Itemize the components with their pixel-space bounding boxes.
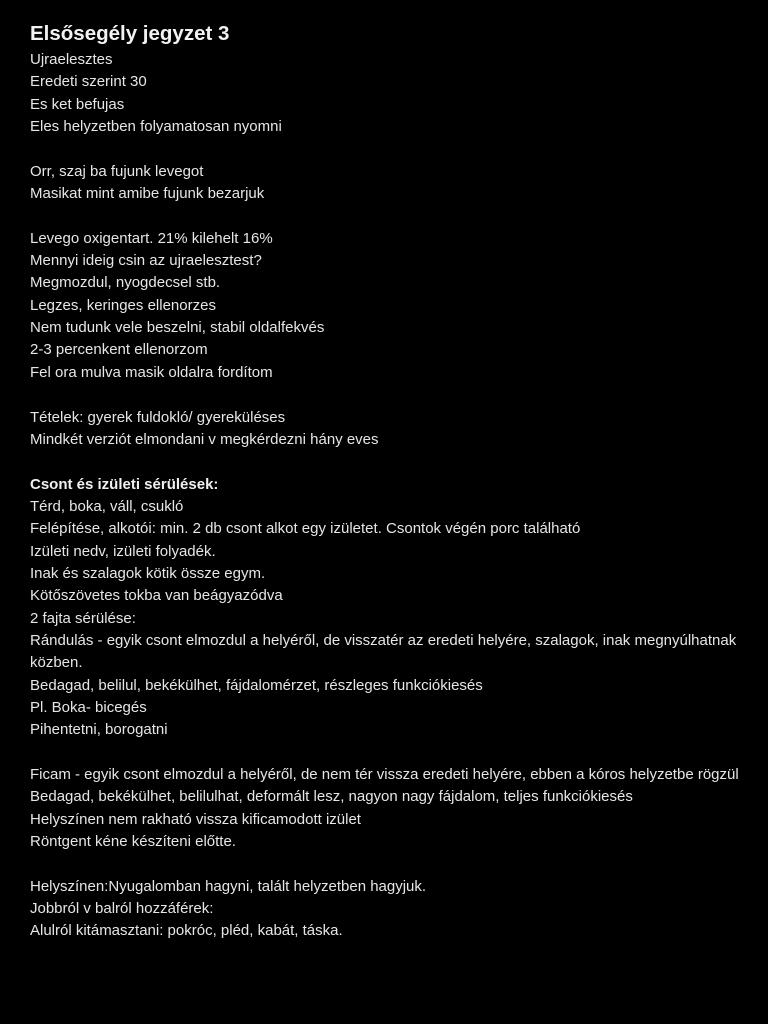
note-line: Mindkét verziót elmondani v megkérdezni hány eves [30,430,379,448]
note-line: Tételek: gyerek fuldokló/ gyereküléses [30,408,286,426]
blank-line [30,853,746,875]
note-line: Helyszínen:Nyugalomban hagyni, talált helyzetben hagyjuk. [30,877,427,895]
blank-line [30,138,746,160]
note-line: Fel ora mulva masik oldalra fordítom [30,363,273,381]
note-line: Ujraelesztes [30,51,113,68]
note-line: Izületi nedv, izületi folyadék. [30,542,216,560]
note-line: Bedagad, belilul, bekékülhet, fájdalomérzet, részleges funkciókiesés [30,676,483,694]
blank-line [30,384,746,406]
blank-line [30,451,746,473]
note-line: Inak és szalagok kötik össze egym. [30,564,266,582]
note-line: Orr, szaj ba fujunk levegot [30,162,204,180]
note-line: Kötőszövetes tokba van beágyazódva [30,587,283,605]
note-line: Pihentetni, borogatni [30,721,168,739]
note-line: Jobbról v balról hozzáférek: [30,900,214,918]
note-line: Masikat mint amibe fujunk bezarjuk [30,185,265,203]
note-body[interactable] [30,49,746,943]
note-document [30,20,746,943]
note-line: Alulról kitámasztani: pokróc, pléd, kabát, táska. [30,922,343,940]
note-line: Ficam - egyik csont elmozdul a helyéről, de nem tér vissza eredeti helyére, ebben a kóros helyzetbe rögzül [30,766,739,783]
blank-line [30,742,746,764]
note-line: Es ket befujas [30,95,125,113]
note-line: 2-3 percenkent ellenorzom [30,341,208,359]
note-line: Térd, boka, váll, csukló [30,497,184,515]
note-line: Legzes, keringes ellenorzes [30,296,216,314]
note-line: Rándulás - egyik csont elmozdul a helyéről, de visszatér az eredeti helyére, szalagok, inak megnyúlhatnak közben. [30,631,737,672]
note-line: Nem tudunk vele beszelni, stabil oldalfekvés [30,319,325,337]
note-line: 2 fajta sérülése: [30,609,136,627]
note-line: Levego oxigentart. 21% kilehelt 16% [30,229,273,247]
note-line: Röntgent kéne készíteni előtte. [30,833,236,851]
blank-line [30,205,746,227]
note-line: Felépítése, alkotói: min. 2 db csont alkot egy izületet. Csontok végén porc található [30,520,581,538]
section-heading: Csont és izületi sérülések: [30,475,219,493]
note-line: Mennyi ideig csin az ujraelesztest? [30,252,262,270]
note-title[interactable]: Elsősegély jegyzet 3 [30,22,230,45]
note-line: Pl. Boka- bicegés [30,698,147,716]
note-line: Bedagad, bekékülhet, belilulhat, deformált lesz, nagyon nagy fájdalom, teljes funkciókiesés [30,788,633,806]
note-line: Helyszínen nem rakható vissza kificamodott izület [30,810,361,828]
note-line: Eredeti szerint 30 [30,73,147,91]
note-line: Eles helyzetben folyamatosan nyomni [30,118,282,136]
note-line: Megmozdul, nyogdecsel stb. [30,274,221,292]
